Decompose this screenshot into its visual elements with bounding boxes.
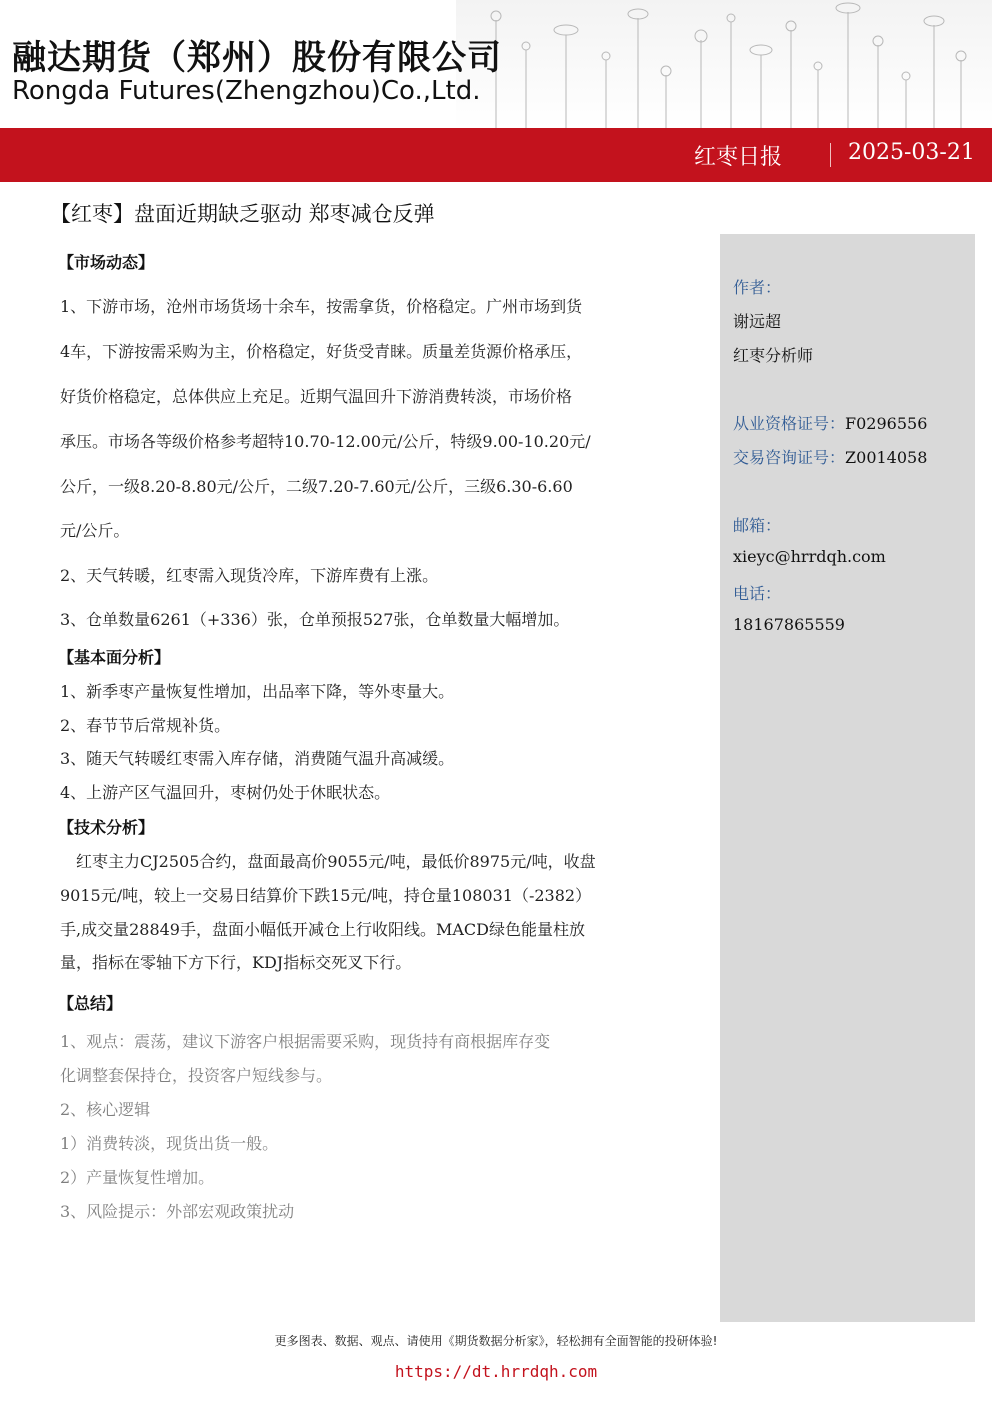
report-headline: 【红枣】盘面近期缺乏驱动 郑枣减仓反弹 <box>50 202 435 226</box>
banner-divider <box>830 143 831 167</box>
market-line: 2、天气转暖，红枣需入现货冷库，下游库费有上涨。 <box>60 566 439 585</box>
market-line: 承压。市场各等级价格参考超特10.70-12.00元/公斤，特级9.00-10.20元/ <box>60 432 591 451</box>
section-title-summary: 【总结】 <box>58 994 123 1013</box>
summary-line: 2）产量恢复性增加。 <box>60 1168 215 1187</box>
company-name-en: Rongda Futures(Zhengzhou)Co.,Ltd. <box>12 76 481 106</box>
summary-line: 1、观点：震荡，建议下游客户根据需要采购，现货持有商根据库存变 <box>60 1032 551 1051</box>
technical-line: 9015元/吨，较上一交易日结算价下跌15元/吨，持仓量108031（-2382） <box>60 886 592 905</box>
fundamental-line: 4、上游产区气温回升，枣树仍处于休眠状态。 <box>60 783 391 802</box>
section-title-technical: 【技术分析】 <box>58 818 155 837</box>
market-line: 1、下游市场，沧州市场货场十余车，按需拿货，价格稳定。广州市场到货 <box>60 297 583 316</box>
qualification-row <box>733 411 927 434</box>
fundamental-line: 1、新季枣产量恢复性增加，出品率下降，等外枣量大。 <box>60 682 455 701</box>
fundamental-line: 3、随天气转暖红枣需入库存储，消费随气温升高减缓。 <box>60 749 455 768</box>
consult-row <box>733 445 927 468</box>
company-name-cn: 融达期货（郑州）股份有限公司 <box>12 38 502 78</box>
email-label: 邮箱： <box>733 516 782 535</box>
qualification-label: 从业资格证号： <box>733 414 846 433</box>
summary-line: 3、风险提示：外部宏观政策扰动 <box>60 1202 295 1221</box>
phone-value: 18167865559 <box>733 615 845 634</box>
decorative-lines-graphic <box>456 0 992 128</box>
technical-line: 量，指标在零轴下方下行，KDJ指标交死叉下行。 <box>60 953 412 972</box>
market-line: 好货价格稳定，总体供应上充足。近期气温回升下游消费转淡，市场价格 <box>60 387 573 406</box>
header-decoration <box>456 0 992 128</box>
market-line: 4车，下游按需采购为主，价格稳定，好货受青睐。质量差货源价格承压， <box>60 342 583 361</box>
market-line: 公斤，一级8.20-8.80元/公斤，二级7.20-7.60元/公斤，三级6.30-6.60 <box>60 477 573 496</box>
phone-label: 电话： <box>733 584 782 603</box>
footer-link[interactable]: https://dt.hrrdqh.com <box>394 1362 598 1381</box>
author-name: 谢远超 <box>733 312 782 331</box>
technical-line: 红枣主力CJ2505合约，盘面最高价9055元/吨，最低价8975元/吨，收盘 <box>60 852 596 871</box>
author-label: 作者： <box>733 278 782 297</box>
section-title-fundamental: 【基本面分析】 <box>58 648 171 667</box>
report-date: 2025-03-21 <box>848 140 975 165</box>
market-line: 3、仓单数量6261（+336）张，仓单预报527张，仓单数量大幅增加。 <box>60 610 570 629</box>
author-title: 红枣分析师 <box>733 346 814 365</box>
fundamental-line: 2、春节节后常规补货。 <box>60 716 231 735</box>
summary-line: 2、核心逻辑 <box>60 1100 151 1119</box>
author-sidebar <box>720 234 975 1322</box>
section-title-market: 【市场动态】 <box>58 253 155 272</box>
report-banner <box>0 128 992 182</box>
email-value[interactable]: xieyc@hrrdqh.com <box>733 547 886 566</box>
technical-line: 手,成交量28849手，盘面小幅低开减仓上行收阳线。MACD绿色能量柱放 <box>60 920 585 939</box>
summary-line: 化调整套保持仓，投资客户短线参与。 <box>60 1066 333 1085</box>
consult-label: 交易咨询证号： <box>733 448 846 467</box>
report-type: 红枣日报 <box>694 145 783 170</box>
summary-line: 1）消费转淡，现货出货一般。 <box>60 1134 279 1153</box>
consult-number: Z0014058 <box>845 448 928 467</box>
footer-note: 更多图表、数据、观点、请使用《期货数据分析家》，轻松拥有全面智能的投研体验! <box>274 1334 718 1348</box>
market-line: 元/公斤。 <box>60 521 130 540</box>
qualification-number: F0296556 <box>845 414 928 433</box>
